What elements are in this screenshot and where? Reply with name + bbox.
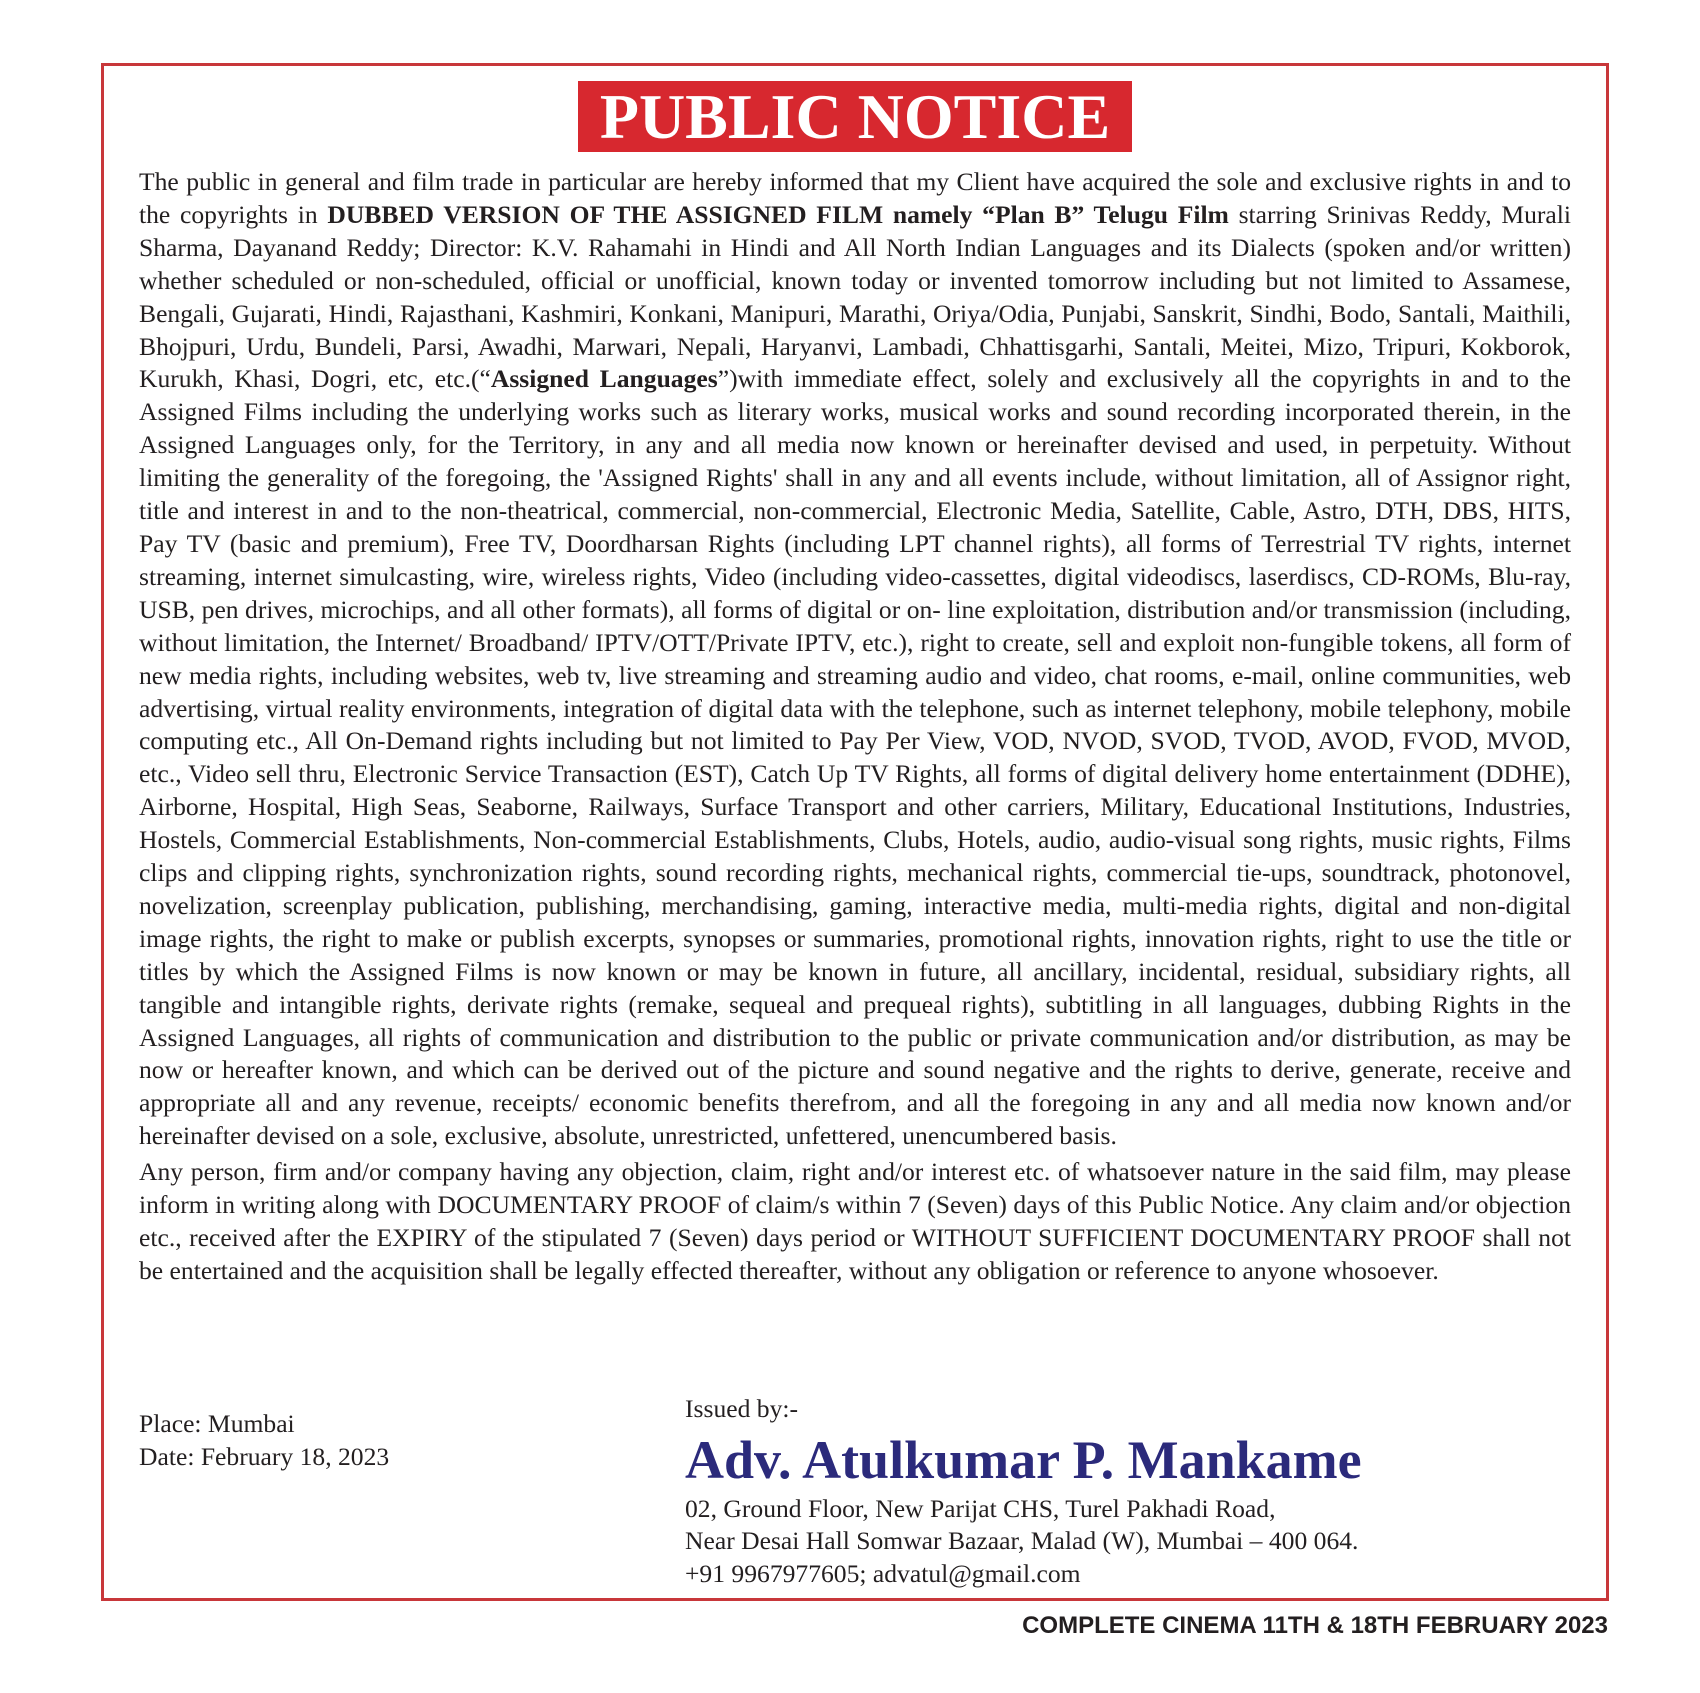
issuer-block [685, 1393, 1362, 1590]
address-line-2: Near Desai Hall Somwar Bazaar, Malad (W), Mumbai – 400 064. [685, 1526, 1359, 1555]
notice-body [139, 166, 1571, 1291]
address-line-1: 02, Ground Floor, New Parijat CHS, Turel Pakhadi Road, [685, 1493, 1276, 1523]
date-line: Date: February 18, 2023 [139, 1442, 390, 1471]
notice-paragraph-rights [139, 166, 1571, 1153]
issued-by-label: Issued by:- [685, 1394, 799, 1423]
publication-footer: COMPLETE CINEMA 11TH & 18TH FEBRUARY 2023 [1022, 1612, 1608, 1639]
paragraph-text: ”)with immediate effect, solely and exclusively all the copyrights in and to the Assigned Films including the underlying works such as literary works, musical works and sound recording incorporated therein, in the Assigned Languages only, for the Territory, in any and all media now known or hereinafter devised and used, in perpetuity. Without limiting the generality of the foregoing, the 'Assigned Rights' shall in any and all events include, without limitation, all of Assignor right, title and interest in and to the non-theatrical, commercial, non-commercial, Electronic Media, Satellite, Cable, Astro, DTH, DBS, HITS, Pay TV (basic and premium), Free TV, Doordharsan Rights (including LPT channel rights), all forms of Terrestrial TV rights, internet streaming, internet simulcasting, wire, wireless rights, Video (including video-cassettes, digital videodiscs, laserdiscs, CD-ROMs, Blu-ray, USB, pen drives, microchips, and all other formats), all forms of digital or on- line exploitation, distribution and/or transmission (including, without limitation, the Internet/ Broadband/ IPTV/OTT/Private IPTV, etc.), right to create, sell and exploit non-fungible tokens, all form of new media rights, including websites, web tv, live streaming and streaming audio and video, chat rooms, e-mail, online communities, web advertising, virtual reality environments, integration of digital data with the telephone, such as internet telephony, mobile telephony, mobile computing etc., All On-Demand rights including but not limited to Pay Per View, VOD, NVOD, SVOD, TVOD, AVOD, FVOD, MVOD, etc., Video sell thru, Electronic Service Transaction (EST), Catch Up TV Rights, all forms of digital delivery home entertainment (DDHE), Airborne, Hospital, High Seas, Seaborne, Railways, Surface Transport and other carriers, Military, Educational Institutions, Industries, Hostels, Commercial Establishments, Non-commercial Establishments, Clubs, Hotels, audio, audio-visual song rights, music rights, Films clips and clipping rights, synchronization rights, sound recording rights, mechanical rights, commercial tie-ups, soundtrack, photonovel, novelization, screenplay publication, publishing, merchandising, gaming, interactive media, multi-media rights, digital and non-digital image rights, the right to make or publish excerpts, synopses or summaries, promotional rights, innovation rights, right to use the title or titles by which the Assigned Films is now known or may be known in future, all ancillary, incidental, residual, subsidiary rights, all tangible and intangible rights, derivate rights (remake, sequeal and prequeal rights), subtitling in all languages, dubbing Rights in the Assigned Languages, all rights of communication and distribution to the public or private communication and/or distribution, as may be now or hereafter known, and which can be derived out of the picture and sound negative and the rights to derive, generate, receive and appropriate all and any revenue, receipts/ economic benefits therefrom, and all the foregoing in any and all media now known and/or hereinafter devised on a sole, exclusive, absolute, unrestricted, unfettered, unencumbered basis. [139, 364, 1571, 1151]
contact-line: +91 9967977605; advatul@gmail.com [685, 1558, 1081, 1588]
place-date-block [139, 1407, 389, 1473]
assigned-languages-bold: Assigned Languages [490, 364, 718, 394]
film-title-bold: DUBBED VERSION OF THE ASSIGNED FILM namely “Plan B” Telugu Film [327, 199, 1229, 229]
notice-title: PUBLIC NOTICE [578, 81, 1132, 152]
place-line: Place: Mumbai [139, 1409, 295, 1438]
paragraph-text: The public in general and film trade in particular are hereby informed that my Client have acquired the sole and exclusive rights in and to the copyrights in [139, 167, 1571, 229]
notice-paragraph-objection: Any person, firm and/or company having any objection, claim, right and/or interest etc. of whatsoever nature in the said film, may please inform in writing along with DOCUMENTARY PROOF of claim/s within 7 (Seven) days of this Public Notice. Any claim and/or objection etc., received after the EXPIRY of the stipulated 7 (Seven) days period or WITHOUT SUFFICIENT DOCUMENTARY PROOF shall not be entertained and the acquisition shall be legally effected thereafter, without any obligation or reference to anyone whosoever. [139, 1157, 1571, 1285]
advocate-name: Adv. Atulkumar P. Mankame [685, 1429, 1362, 1490]
paragraph-text: starring Srinivas Reddy, Murali Sharma, Dayanand Reddy; Director: K.V. Rahamahi in Hindi and All North Indian Languages and its Dialects (spoken and/or written) whether scheduled or non-scheduled, official or unofficial, known today or invented tomorrow including but not limited to Assamese, Bengali, Gujarati, Hindi, Rajasthani, Kashmiri, Konkani, Manipuri, Marathi, Oriya/Odia, Punjabi, Sanskrit, Sindhi, Bodo, Santali, Maithili, Bhojpuri, Urdu, Bundeli, Parsi, Awadhi, Marwari, Nepali, Haryanvi, Lambadi, Chhattisgarhi, Santali, Meitei, Mizo, Tripuri, Kokborok, Kurukh, Khasi, Dogri, etc, etc.(“ [139, 199, 1571, 394]
